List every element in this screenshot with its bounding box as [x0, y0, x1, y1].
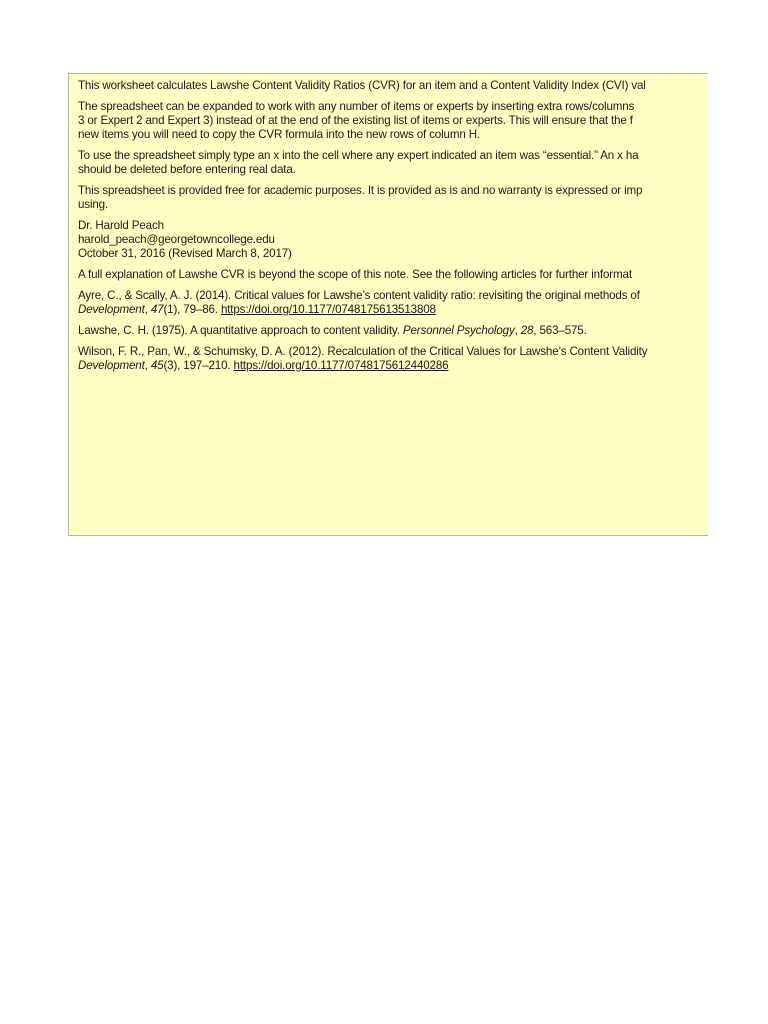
- expand-text-line-1: The spreadsheet can be expanded to work with any number of items or experts by inserting extra rows/columns: [78, 100, 635, 113]
- author-email: harold_peach@georgetowncollege.edu: [78, 233, 275, 246]
- reference-lawshe-authors: Lawshe, C. H. (1975). A quantitative approach to content validity.: [78, 324, 403, 337]
- intro-text: This worksheet calculates Lawshe Content Validity Ratios (CVR) for an item and a Content Validity Index (CVI) val: [78, 79, 646, 92]
- explanation-text: A full explanation of Lawshe CVR is beyond the scope of this note. See the following articles for further informat: [78, 268, 632, 281]
- reference-ayre-line-2: Development, 47(1), 79–86. https://doi.org/10.1177/0748175613513808: [78, 303, 436, 316]
- worksheet-note-box: [68, 73, 708, 536]
- reference-wilson: [78, 345, 708, 373]
- reference-wilson-journal: Development: [78, 359, 145, 372]
- reference-ayre-issue-pages: (1), 79–86.: [163, 303, 221, 316]
- note-content: [78, 79, 708, 373]
- reference-wilson-line-1: Wilson, F. R., Pan, W., & Schumsky, D. A. (2012). Recalculation of the Critical Values for Lawshe’s Content Validity: [78, 345, 648, 358]
- reference-wilson-line-2: Development, 45(3), 197–210. https://doi.org/10.1177/0748175612440286: [78, 359, 449, 372]
- reference-ayre-line-1: Ayre, C., & Scally, A. J. (2014). Critical values for Lawshe’s content validity ratio: revisiting the original methods of: [78, 289, 640, 302]
- reference-lawshe-line-1: Lawshe, C. H. (1975). A quantitative approach to content validity. Personnel Psychology, 28, 563–575.: [78, 324, 587, 337]
- free-text-line-2: using.: [78, 198, 109, 211]
- reference-wilson-volume: 45: [150, 359, 164, 372]
- author-name: Dr. Harold Peach: [78, 219, 164, 232]
- reference-lawshe-journal: Personnel Psychology: [402, 324, 515, 337]
- reference-lawshe-volume: 28: [520, 324, 534, 337]
- usage-text-line-2: should be deleted before entering real data.: [78, 163, 296, 176]
- author-date: October 31, 2016 (Revised March 8, 2017): [78, 247, 292, 260]
- reference-ayre-journal: Development: [78, 303, 145, 316]
- reference-ayre-volume: 47: [150, 303, 164, 316]
- expand-text-line-3: new items you will need to copy the CVR formula into the new rows of column H.: [78, 128, 480, 141]
- reference-ayre-doi-link[interactable]: https://doi.org/10.1177/0748175613513808: [220, 303, 436, 316]
- usage-text-line-1: To use the spreadsheet simply type an x into the cell where any expert indicated an item was “essential.” An x ha: [78, 149, 639, 162]
- expand-text-line-2: 3 or Expert 2 and Expert 3) instead of at the end of the existing list of items or experts. This will ensure that the f: [78, 114, 633, 127]
- reference-wilson-doi-link[interactable]: https://doi.org/10.1177/0748175612440286: [233, 359, 449, 372]
- free-text-line-1: This spreadsheet is provided free for academic purposes. It is provided as is and no warranty is expressed or imp: [78, 184, 643, 197]
- reference-lawshe-pages: , 563–575.: [533, 324, 587, 337]
- reference-lawshe: [78, 324, 708, 338]
- reference-wilson-issue-pages: (3), 197–210.: [163, 359, 234, 372]
- reference-ayre: [78, 289, 708, 317]
